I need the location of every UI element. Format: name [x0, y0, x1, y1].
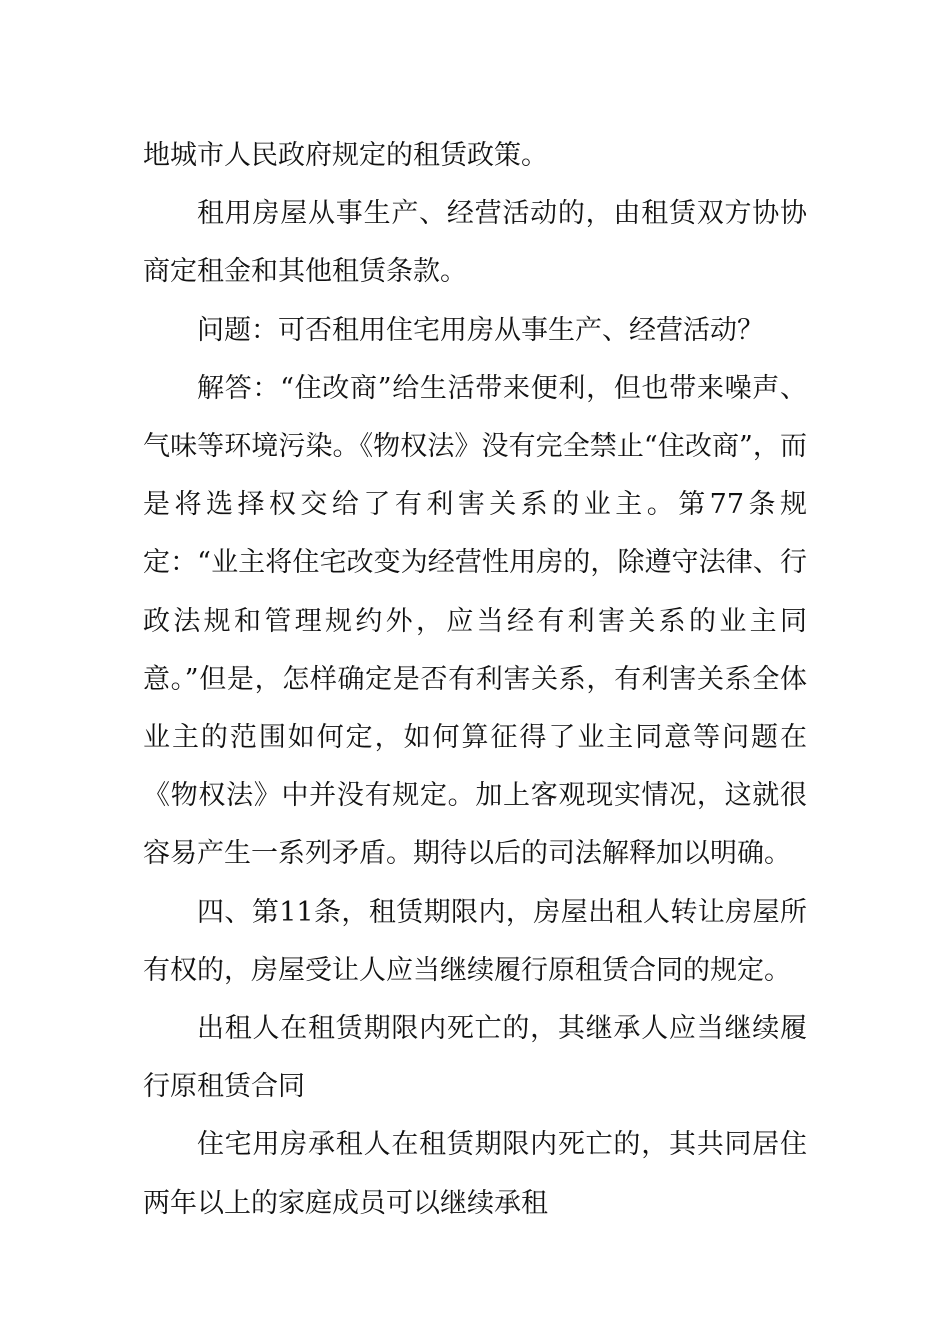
- paragraph-lessee-death: 住宅用房承租人在租赁期限内死亡的，其共同居住两年以上的家庭成员可以继续承租: [143, 1129, 807, 1219]
- paragraph-answer: 解答：“住改商”给生活带来便利，但也带来噪声、气味等环境污染。《物权法》没有完全禁止“住改商”，而是将选择权交给了有利害关系的业主。第77条规定：“业主将住宅改变为经营性用房的，除遵守法律、行政法规和管理规约外，应当经有利害关系的业主同意。”但是，怎样确定是否有利害关系，有利害关系全体业主的范围如何定，如何算征得了业主同意等问题在《物权法》中并没有规定。加上客观现实情况，这就很容易产生一系列矛盾。期待以后的司法解释加以明确。: [143, 372, 807, 870]
- paragraph-2: 租用房屋从事生产、经营活动的，由租赁双方协协商定租金和其他租赁条款。: [143, 198, 807, 288]
- paragraph-article-11: 四、第11条，租赁期限内，房屋出租人转让房屋所有权的，房屋受让人应当继续履行原租赁合同的规定。: [143, 896, 807, 986]
- document-body: [143, 127, 807, 1233]
- paragraph-lessor-death: 出租人在租赁期限内死亡的，其继承人应当继续履行原租赁合同: [143, 1013, 807, 1103]
- paragraph-question: 问题：可否租用住宅用房从事生产、经营活动？: [197, 314, 764, 346]
- paragraph-1: 地城市人民政府规定的租赁政策。: [143, 140, 548, 171]
